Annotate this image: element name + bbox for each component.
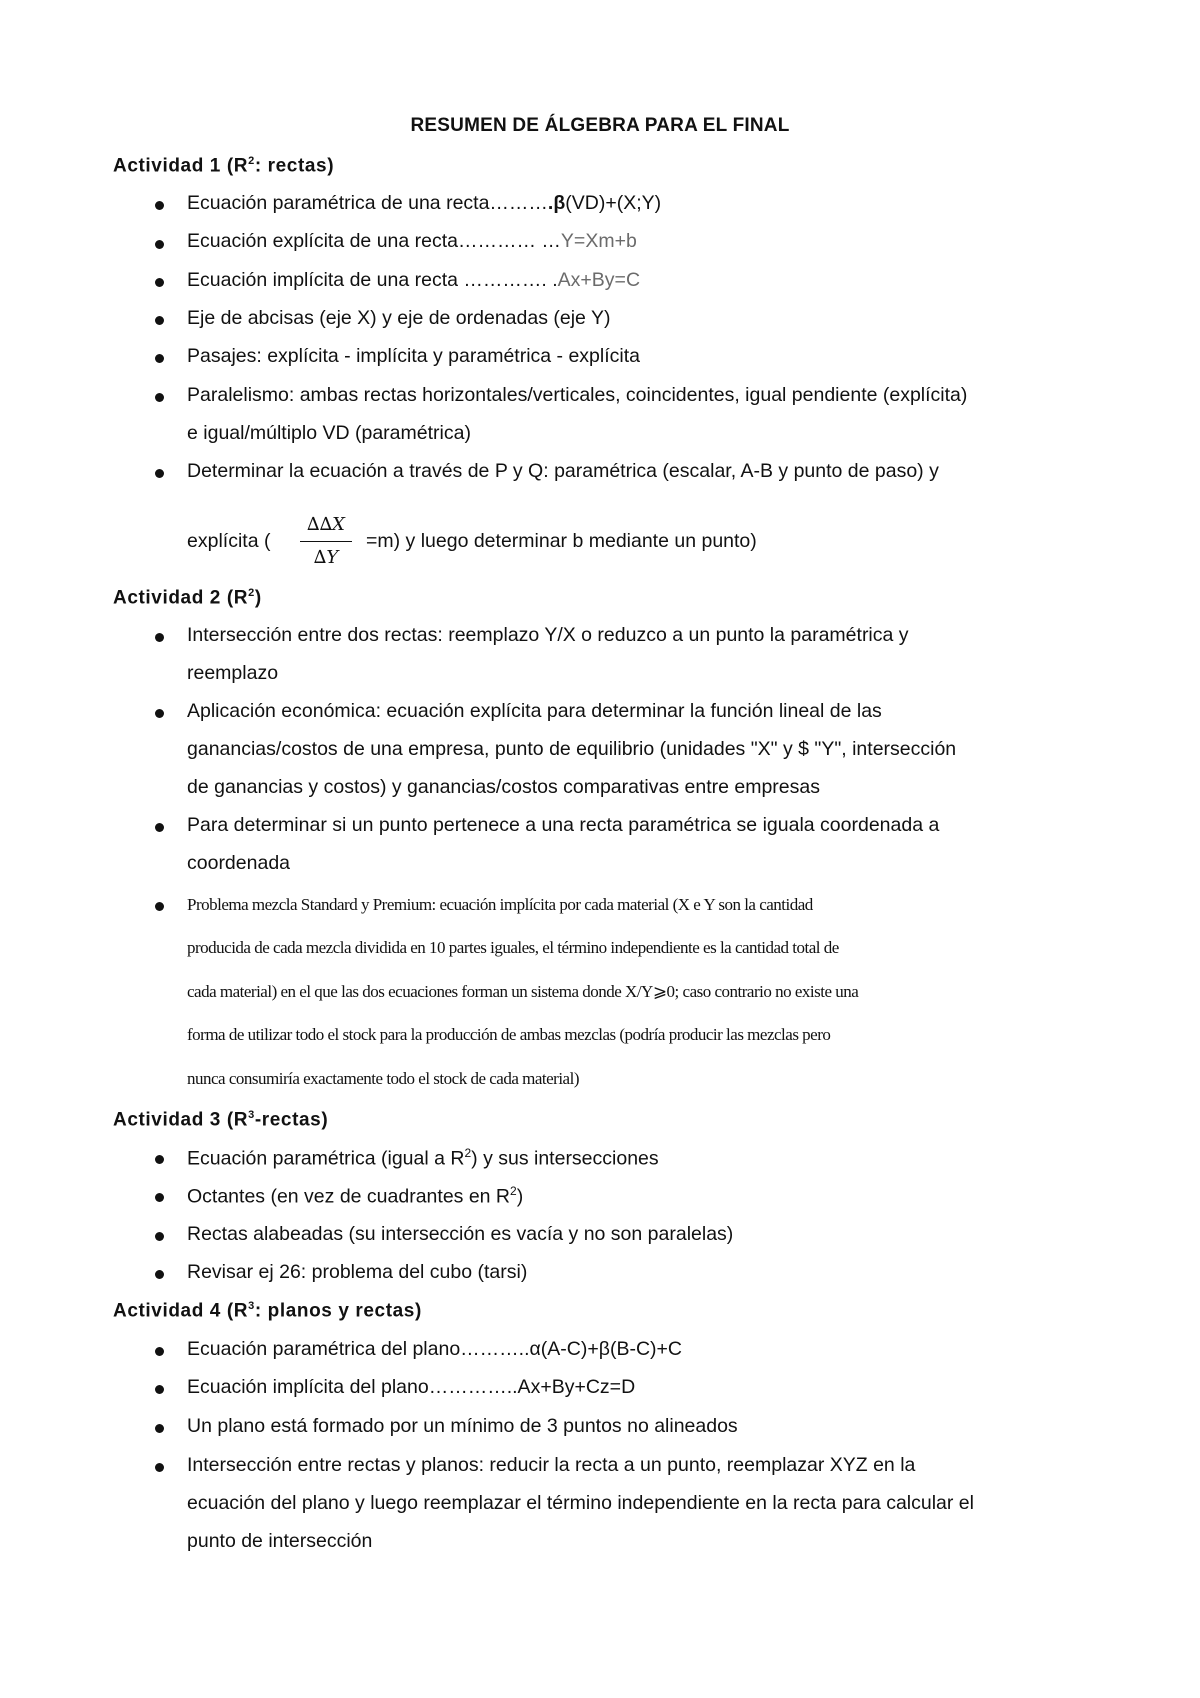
bullet-icon: [155, 1424, 164, 1433]
section-heading-actividad-2: Actividad 2 $(R^2)$: [113, 587, 262, 609]
list-item: Un plano está formado por un mínimo de 3 puntos no alineados: [187, 1415, 738, 1437]
list-item: Problema mezcla Standard y Premium: ecuación implícita por cada material (X e Y son la cantidad: [187, 895, 813, 914]
bullet-icon: [155, 393, 164, 402]
list-item-continuation: reemplazo: [187, 662, 279, 684]
bullet-icon: [155, 709, 164, 718]
list-item-continuation: explícita (: [187, 530, 271, 552]
list-item: Eje de abcisas (eje X) y eje de ordenadas (eje Y): [187, 307, 611, 329]
list-item: Ecuación implícita de una recta …………. .Ax+By=C: [187, 269, 641, 291]
bullet-icon: [155, 1232, 164, 1241]
bullet-icon: [155, 316, 164, 325]
bullet-icon: [155, 469, 164, 478]
list-item: Revisar ej 26: problema del cubo (tarsi): [187, 1261, 528, 1283]
list-item: Ecuación paramétrica de una recta……….β(VD)+(X;Y): [187, 192, 662, 214]
list-item: Pasajes: explícita - implícita y paramétrica - explícita: [187, 345, 640, 367]
list-item: Ecuación implícita del plano…………..Ax+By+Cz=D: [187, 1376, 636, 1398]
list-item-continuation: ecuación del plano y luego reemplazar el término independiente en la recta para calcular el: [187, 1492, 974, 1514]
bullet-icon: [155, 633, 164, 642]
list-item-continuation: coordenada: [187, 852, 291, 874]
list-item-continuation: nunca consumiría exactamente todo el stock de cada material): [187, 1069, 579, 1088]
list-item: Paralelismo: ambas rectas horizontales/verticales, coincidentes, igual pendiente (explícita): [187, 384, 968, 406]
list-item-continuation: =m) y luego determinar b mediante un punto): [366, 530, 757, 552]
section-heading-actividad-3: Actividad 3 $(R^3-rectas)$: [113, 1109, 329, 1131]
section-heading-actividad-1: Actividad 1 ($R^2$: rectas): [113, 155, 335, 177]
bullet-icon: [155, 354, 164, 363]
bullet-icon: [155, 240, 164, 249]
list-item-continuation: punto de intersección: [187, 1530, 373, 1552]
list-item-continuation: producida de cada mezcla dividida en 10 partes iguales, el término independiente es la cantidad total de: [187, 938, 839, 957]
list-item: Para determinar si un punto pertenece a una recta paramétrica se iguala coordenada a: [187, 814, 940, 836]
list-item: Intersección entre dos rectas: reemplazo Y/X o reduzco a un punto la paramétrica y: [187, 624, 909, 646]
bullet-icon: [155, 278, 164, 287]
bullet-icon: [155, 1270, 164, 1279]
bullet-icon: [155, 1463, 164, 1472]
bullet-icon: [155, 1193, 164, 1202]
bullet-icon: [155, 1385, 164, 1394]
list-item: Octantes (en vez de cuadrantes en $R^2$): [187, 1184, 524, 1208]
bullet-icon: [155, 1347, 164, 1356]
document-title: RESUMEN DE ÁLGEBRA PARA EL FINAL: [410, 115, 790, 136]
list-item-continuation: e igual/múltiplo VD (paramétrica): [187, 422, 471, 444]
list-item: Aplicación económica: ecuación explícita para determinar la función lineal de las: [187, 700, 882, 722]
list-item: Determinar la ecuación a través de P y Q: paramétrica (escalar, A-B y punto de paso) y: [187, 460, 939, 482]
list-item-continuation: de ganancias y costos) y ganancias/costos comparativas entre empresas: [187, 776, 820, 798]
list-item-continuation: ganancias/costos de una empresa, punto de equilibrio (unidades "X" y $ "Y", intersección: [187, 738, 957, 760]
bullet-icon: [155, 1155, 164, 1164]
slope-fraction: ∆∆X ∆Y: [300, 512, 352, 571]
list-item-continuation: forma de utilizar todo el stock para la producción de ambas mezclas (podría producir las mezclas pero: [187, 1025, 831, 1044]
bullet-icon: [155, 823, 164, 832]
list-item-continuation: cada material) en el que las dos ecuaciones forman un sistema donde X/Y⩾0; caso contrario no existe una: [187, 982, 859, 1001]
section-heading-actividad-4: Actividad 4 ($R^3$: planos y rectas): [113, 1300, 422, 1322]
list-item: Ecuación explícita de una recta………… …Y=Xm+b: [187, 230, 637, 252]
fraction-bar: [300, 541, 352, 542]
bullet-icon: [155, 902, 164, 911]
bullet-icon: [155, 201, 164, 210]
list-item: Intersección entre rectas y planos: reducir la recta a un punto, reemplazar XYZ en la: [187, 1454, 916, 1476]
list-item: Ecuación paramétrica (igual a $R^2$) y sus intersecciones: [187, 1146, 659, 1170]
list-item: Rectas alabeadas (su intersección es vacía y no son paralelas): [187, 1223, 734, 1245]
list-item: Ecuación paramétrica del plano………..α(A-C)+β(B-C)+C: [187, 1338, 682, 1360]
